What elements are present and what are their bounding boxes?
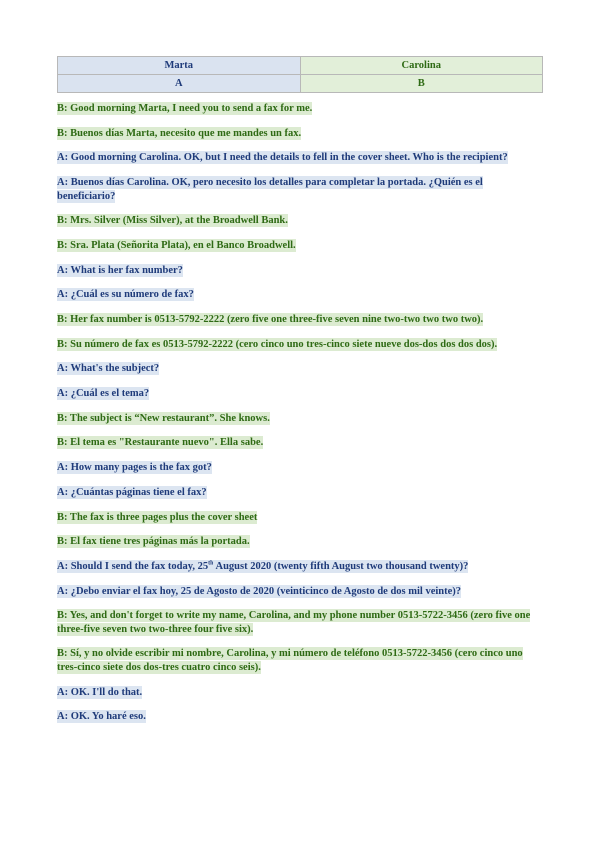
dialogue-text: A: ¿Cuántas páginas tiene el fax?: [57, 486, 207, 498]
dialogue-line: [57, 387, 543, 401]
dialogue-line: [57, 686, 543, 700]
dialogue-text: A: What's the subject?: [57, 363, 160, 375]
dialogue-line: [57, 176, 543, 203]
dialogue-text-after: August 2020 (twenty fifth August two thousand twenty)?: [213, 560, 469, 572]
dialogue-line: [57, 585, 543, 599]
dialogue-line: [57, 313, 543, 327]
dialogue-text: A: What is her fax number?: [57, 264, 183, 276]
dialogue-text: B: The fax is three pages plus the cover sheet: [57, 511, 258, 523]
dialogue-text: B: Su número de fax es 0513-5792-2222 (cero cinco uno tres-cinco siete nueve dos-dos dos dos dos).: [57, 338, 498, 350]
dialogue-line: [57, 461, 543, 475]
dialogue-line: [57, 362, 543, 376]
dialogue-text-before: A: Should I send the fax today, 25: [57, 560, 209, 572]
dialogue-line: [57, 288, 543, 302]
dialogue-line: [57, 338, 543, 352]
dialogue-text: B: Good morning Marta, I need you to send a fax for me.: [57, 103, 313, 114]
dialogue-line: [57, 710, 543, 724]
ordinal-suffix: th: [208, 560, 214, 567]
dialogue-text: B: El tema es "Restaurante nuevo". Ella sabe.: [57, 437, 264, 449]
dialogue-text: A: OK. Yo haré eso.: [57, 711, 146, 723]
speaker-a-letter: A: [58, 75, 301, 93]
dialogue-line: [57, 239, 543, 253]
speaker-b-name: Carolina: [300, 57, 543, 75]
dialogue-text: B: Sí, y no olvide escribir mi nombre, Carolina, y mi número de teléfono 0513-5722-3456 (cero cinco uno tres-cinco siete dos dos-tres cuatro cinco seis).: [57, 648, 523, 673]
dialogue-list: [57, 102, 543, 724]
dialogue-text: B: Sra. Plata (Señorita Plata), en el Banco Broadwell.: [57, 239, 296, 251]
dialogue-text: [57, 560, 468, 573]
speaker-b-letter: B: [300, 75, 543, 93]
document-page: [57, 56, 543, 735]
dialogue-text: A: How many pages is the fax got?: [57, 462, 212, 474]
dialogue-line: [57, 436, 543, 450]
dialogue-text: B: Mrs. Silver (Miss Silver), at the Broadwell Bank.: [57, 215, 288, 227]
dialogue-line: [57, 535, 543, 549]
dialogue-line: [57, 486, 543, 500]
dialogue-text: A: Good morning Carolina. OK, but I need the details to fell in the cover sheet. Who is the recipient?: [57, 152, 508, 164]
dialogue-text: B: Her fax number is 0513-5792-2222 (zero five one three-five seven nine two-two two two two).: [57, 314, 484, 325]
dialogue-text: A: ¿Cuál es el tema?: [57, 388, 150, 400]
speaker-a-name: Marta: [58, 57, 301, 75]
dialogue-line: [57, 511, 543, 525]
dialogue-text: A: Buenos días Carolina. OK, pero necesito los detalles para completar la portada. ¿Quién es el beneficiario?: [57, 177, 483, 202]
dialogue-text: A: ¿Cuál es su número de fax?: [57, 289, 194, 301]
dialogue-line: [57, 214, 543, 228]
dialogue-line: [57, 647, 543, 674]
dialogue-line: [57, 127, 543, 141]
dialogue-text: B: Buenos días Marta, necesito que me mandes un fax.: [57, 127, 302, 139]
dialogue-line: [57, 102, 543, 116]
speaker-name-row: [58, 57, 543, 75]
dialogue-text: B: The subject is “New restaurant”. She knows.: [57, 412, 270, 424]
dialogue-text: A: OK. I'll do that.: [57, 686, 143, 698]
speaker-letter-row: [58, 75, 543, 93]
dialogue-line: [57, 151, 543, 165]
dialogue-line: [57, 264, 543, 278]
dialogue-line: [57, 609, 543, 636]
dialogue-text: B: El fax tiene tres páginas más la portada.: [57, 536, 250, 548]
dialogue-line: [57, 560, 543, 574]
dialogue-text: B: Yes, and don't forget to write my name, Carolina, and my phone number 0513-5722-3456 (zero five one three-five seven two two-three four five six).: [57, 610, 531, 635]
speaker-table: [57, 56, 543, 93]
dialogue-line: [57, 412, 543, 426]
dialogue-text: A: ¿Debo enviar el fax hoy, 25 de Agosto de 2020 (veinticinco de Agosto de dos mil veinte)?: [57, 585, 462, 597]
